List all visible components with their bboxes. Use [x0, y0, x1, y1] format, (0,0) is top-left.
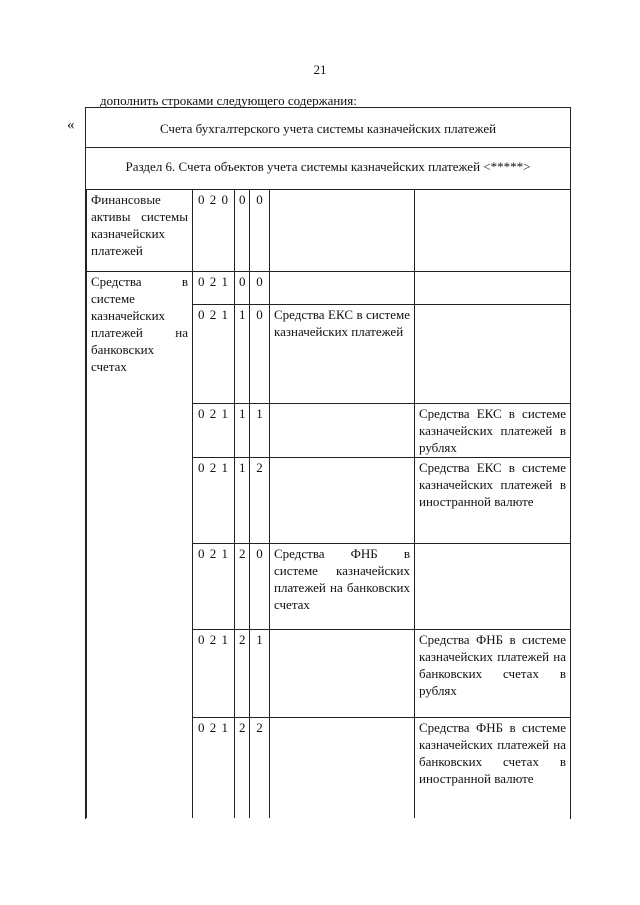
account-code-cell: 0 2 1 — [193, 630, 235, 718]
subaccount-name-cell — [415, 190, 571, 272]
table-title: Счета бухгалтерского учета системы казначейских платежей — [159, 121, 497, 136]
account-name-cell: Средства ЕКС в системе казначейских платежей — [270, 305, 415, 404]
digit-cell: 1 — [235, 458, 250, 544]
table-row — [87, 272, 571, 305]
subaccount-name-cell: Средства ФНБ в системе казначейских платежей на банковских счетах в иностранной валюте — [415, 718, 571, 818]
subaccount-name-cell — [415, 544, 571, 630]
digit-cell: 0 — [250, 190, 270, 272]
digit-cell: 1 — [250, 630, 270, 718]
account-code-cell: 0 2 1 — [193, 458, 235, 544]
digit-cell: 2 — [250, 458, 270, 544]
opening-quote: « — [67, 117, 75, 133]
digit-cell: 2 — [250, 718, 270, 818]
digit-cell: 0 — [235, 190, 250, 272]
account-name-cell — [270, 718, 415, 818]
account-name-cell — [270, 404, 415, 458]
digit-cell: 0 — [235, 272, 250, 305]
digit-cell: 2 — [235, 718, 250, 818]
intro-text: дополнить строками следующего содержания: — [100, 93, 357, 108]
account-name-cell — [270, 190, 415, 272]
accounts-table-frame — [85, 107, 571, 819]
subaccount-name-cell — [415, 305, 571, 404]
table-row — [87, 190, 571, 272]
digit-cell: 2 — [235, 544, 250, 630]
account-code-cell: 0 2 1 — [193, 718, 235, 818]
account-code-cell: 0 2 1 — [193, 305, 235, 404]
digit-cell: 0 — [250, 272, 270, 305]
section-title: Раздел 6. Счета объектов учета системы казначейских платежей <*****> — [125, 159, 531, 174]
title-divider — [86, 147, 570, 148]
subaccount-name-cell: Средства ФНБ в системе казначейских платежей на банковских счетах в рублях — [415, 630, 571, 718]
digit-cell: 0 — [250, 305, 270, 404]
accounts-table — [86, 189, 571, 818]
digit-cell: 2 — [235, 630, 250, 718]
table-top-border — [86, 107, 570, 108]
group-name-cell: Финансовые активы системы казначейских платежей — [87, 190, 193, 272]
subaccount-name-cell: Средства ЕКС в системе казначейских платежей в иностранной валюте — [415, 458, 571, 544]
account-code-cell: 0 2 0 — [193, 190, 235, 272]
account-code-cell: 0 2 1 — [193, 272, 235, 305]
subaccount-name-cell: Средства ЕКС в системе казначейских платежей в рублях — [415, 404, 571, 458]
digit-cell: 1 — [250, 404, 270, 458]
account-name-cell — [270, 272, 415, 305]
account-name-cell — [270, 630, 415, 718]
digit-cell: 0 — [250, 544, 270, 630]
page-number: 21 — [313, 62, 327, 77]
account-name-cell — [270, 458, 415, 544]
group-name-cell: Средства в системе казначейских платежей на банковских счетах — [87, 272, 193, 818]
account-name-cell: Средства ФНБ в системе казначейских платежей на банковских счетах — [270, 544, 415, 630]
digit-cell: 1 — [235, 305, 250, 404]
account-code-cell: 0 2 1 — [193, 544, 235, 630]
account-code-cell: 0 2 1 — [193, 404, 235, 458]
digit-cell: 1 — [235, 404, 250, 458]
subaccount-name-cell — [415, 272, 571, 305]
